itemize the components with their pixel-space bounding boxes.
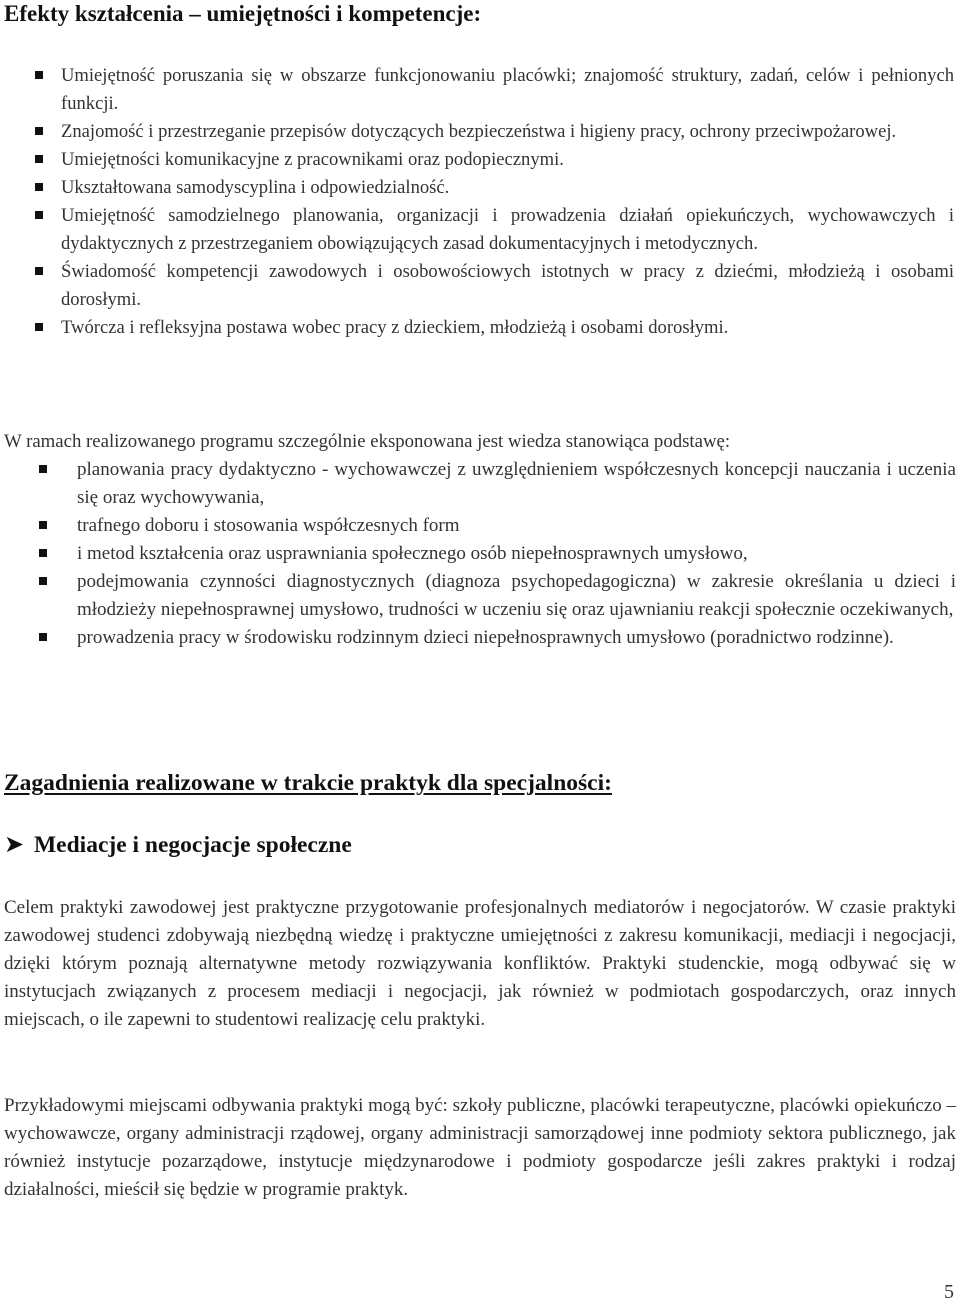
program-items-list — [0, 456, 960, 652]
list-item-text: i metod kształcenia oraz usprawniania społecznego osób niepełnosprawnych umysłowo, — [77, 543, 748, 564]
paragraph-places: Przykładowymi miejscami odbywania praktyki mogą być: szkoły publiczne, placówki terapeutyczne, placówki opiekuńczo – wychowawcze, organy administracji rządowej, organy administracji samorządowej inne podmioty sektora publicznego, jak również instytucje pozarządowe, instytucje międzynarodowe i podmioty gospodarcze jeśli zakres praktyki i rodzaj działalności, mieścił się będzie w programie praktyk. — [4, 1095, 956, 1200]
square-bullet-icon — [39, 465, 47, 473]
list-item-text: Znajomość i przestrzeganie przepisów dotyczących bezpieczeństwa i higieny pracy, ochrony przeciwpożarowej. — [61, 121, 897, 142]
list-item — [0, 258, 960, 314]
list-item — [0, 118, 960, 146]
list-item-text: planowania pracy dydaktyczno - wychowawczej z uwzględnieniem współczesnych koncepcji nauczania i uczenia się oraz wychowywania, — [77, 459, 956, 508]
list-item — [0, 540, 960, 568]
list-item-text: Twórcza i refleksyjna postawa wobec pracy z dzieckiem, młodzieżą i osobami dorosłymi. — [61, 317, 729, 338]
list-item — [0, 456, 960, 512]
list-item-text: Umiejętność poruszania się w obszarze funkcjonowaniu placówki; znajomość struktury, zadań, celów i pełnionych funkcji. — [61, 65, 954, 114]
square-bullet-icon — [39, 577, 47, 585]
square-bullet-icon — [35, 71, 43, 79]
square-bullet-icon — [35, 211, 43, 219]
subheading-text: Mediacje i negocjacje społeczne — [34, 832, 352, 858]
square-bullet-icon — [35, 323, 43, 331]
square-bullet-icon — [39, 633, 47, 641]
square-bullet-icon — [35, 155, 43, 163]
list-item-text: Umiejętność samodzielnego planowania, organizacji i prowadzenia działań opiekuńczych, wychowawczych i dydaktycznych z przestrzeganiem obowiązujących zasad dokumentacyjnych i metodycznych. — [61, 205, 954, 254]
list-item-text: Świadomość kompetencji zawodowych i osobowościowych istotnych w pracy z dziećmi, młodzieżą i osobami dorosłymi. — [61, 261, 954, 310]
list-item-text: Umiejętności komunikacyjne z pracownikami oraz podopiecznymi. — [61, 149, 564, 170]
list-item — [0, 202, 960, 258]
section-heading-topics: Zagadnienia realizowane w trakcie praktyk dla specjalności: — [4, 770, 612, 796]
square-bullet-icon — [35, 127, 43, 135]
section-title: Efekty kształcenia – umiejętności i kompetencje: — [4, 1, 482, 26]
competencies-list — [0, 62, 960, 342]
list-item — [0, 146, 960, 174]
list-item — [0, 62, 960, 118]
list-item — [0, 624, 960, 652]
list-item-text: Ukształtowana samodyscyplina i odpowiedzialność. — [61, 177, 450, 198]
paragraph-goal: Celem praktyki zawodowej jest praktyczne przygotowanie profesjonalnych mediatorów i negocjatorów. W czasie praktyki zawodowej studenci zdobywają niezbędną wiedzę i praktyczne umiejętności z zakresu komunikacji, mediacji i negocjacji, dzięki którym poznają alternatywne metody rozwiązywania konfliktów. Praktyki studenckie, mogą odbywać się w instytucjach związanych z procesem mediacji i negocjacji, jak również w podmiotach gospodarczych, oraz innych miejscach, o ile zapewni to studentowi realizację celu praktyki. — [4, 897, 956, 1030]
list-item — [0, 314, 960, 342]
square-bullet-icon — [35, 183, 43, 191]
list-item-text: prowadzenia pracy w środowisku rodzinnym dzieci niepełnosprawnych umysłowo (poradnictwo rodzinne). — [77, 627, 894, 648]
program-intro: W ramach realizowanego programu szczególnie eksponowana jest wiedza stanowiąca podstawę: — [4, 431, 731, 452]
subheading-specialty — [4, 830, 352, 860]
square-bullet-icon — [39, 549, 47, 557]
square-bullet-icon — [35, 267, 43, 275]
arrow-bullet-icon: ➤ — [4, 832, 25, 858]
list-item — [0, 568, 960, 624]
list-item — [0, 174, 960, 202]
list-item-text: podejmowania czynności diagnostycznych (diagnoza psychopedagogiczna) w zakresie określania u dzieci i młodzieży niepełnosprawnej umysłowo, trudności w uczeniu się oraz ujawnianiu reakcji społecznie oczekiwanych, — [77, 571, 956, 620]
list-item — [0, 512, 960, 540]
list-item-text: trafnego doboru i stosowania współczesnych form — [77, 515, 460, 536]
page-number: 5 — [944, 1281, 954, 1303]
square-bullet-icon — [39, 521, 47, 529]
